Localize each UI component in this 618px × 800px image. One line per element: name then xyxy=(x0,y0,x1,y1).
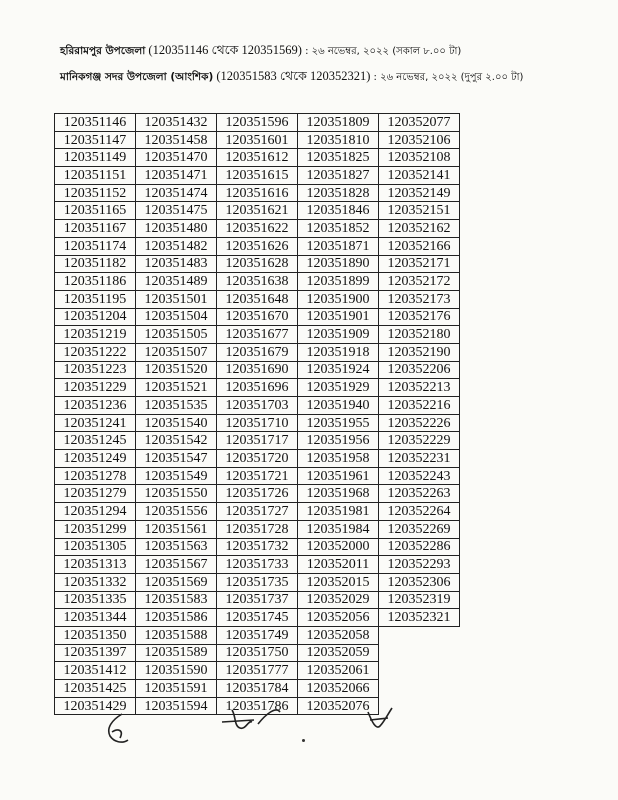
roll-number-cell: 120352216 xyxy=(379,397,460,415)
table-row xyxy=(55,290,460,308)
roll-number-cell: 120351470 xyxy=(136,149,217,167)
roll-number-cell: 120351567 xyxy=(136,556,217,574)
roll-number-cell: 120351147 xyxy=(55,131,136,149)
roll-number-cell: 120351909 xyxy=(298,326,379,344)
roll-number-cell: 120351924 xyxy=(298,361,379,379)
roll-number-cell: 120352106 xyxy=(379,131,460,149)
roll-number-cell: 120351542 xyxy=(136,432,217,450)
empty-cell xyxy=(379,626,460,644)
roll-number-cell: 120352059 xyxy=(298,644,379,662)
table-row xyxy=(55,237,460,255)
roll-number-cell: 120351690 xyxy=(217,361,298,379)
ink-dot xyxy=(302,739,305,742)
roll-number-cell: 120352056 xyxy=(298,609,379,627)
roll-number-cell: 120351501 xyxy=(136,290,217,308)
roll-number-cell: 120351249 xyxy=(55,450,136,468)
roll-number-cell: 120351332 xyxy=(55,573,136,591)
roll-number-cell: 120351535 xyxy=(136,397,217,415)
roll-number-table xyxy=(54,113,460,715)
roll-number-cell: 120351784 xyxy=(217,680,298,698)
roll-number-cell: 120351984 xyxy=(298,520,379,538)
table-row xyxy=(55,343,460,361)
roll-number-cell: 120352171 xyxy=(379,255,460,273)
roll-number-cell: 120351786 xyxy=(217,697,298,715)
roll-number-cell: 120352076 xyxy=(298,697,379,715)
empty-cell xyxy=(379,644,460,662)
table-row xyxy=(55,255,460,273)
roll-number-cell: 120352166 xyxy=(379,237,460,255)
roll-number-cell: 120352306 xyxy=(379,573,460,591)
roll-number-cell: 120351583 xyxy=(136,591,217,609)
table-row xyxy=(55,167,460,185)
roll-number-cell: 120351152 xyxy=(55,184,136,202)
table-row xyxy=(55,485,460,503)
empty-cell xyxy=(379,680,460,698)
table-row xyxy=(55,591,460,609)
roll-number-cell: 120351958 xyxy=(298,450,379,468)
roll-number-cell: 120351458 xyxy=(136,131,217,149)
roll-number-cell: 120352176 xyxy=(379,308,460,326)
roll-number-cell: 120351615 xyxy=(217,167,298,185)
roll-number-cell: 120351899 xyxy=(298,273,379,291)
roll-number-cell: 120351146 xyxy=(55,114,136,132)
roll-number-cell: 120352269 xyxy=(379,520,460,538)
roll-number-cell: 120351828 xyxy=(298,184,379,202)
roll-number-cell: 120352108 xyxy=(379,149,460,167)
roll-number-cell: 120351703 xyxy=(217,397,298,415)
roll-number-cell: 120351809 xyxy=(298,114,379,132)
roll-number-cell: 120352319 xyxy=(379,591,460,609)
roll-number-cell: 120351749 xyxy=(217,626,298,644)
table-row xyxy=(55,573,460,591)
roll-number-cell: 120351956 xyxy=(298,432,379,450)
roll-number-cell: 120351165 xyxy=(55,202,136,220)
table-row xyxy=(55,273,460,291)
roll-number-cell: 120352061 xyxy=(298,662,379,680)
roll-number-cell: 120351556 xyxy=(136,503,217,521)
roll-number-cell: 120351236 xyxy=(55,397,136,415)
roll-number-cell: 120351825 xyxy=(298,149,379,167)
table-row xyxy=(55,556,460,574)
roll-number-cell: 120351717 xyxy=(217,432,298,450)
roll-number-cell: 120351569 xyxy=(136,573,217,591)
roll-number-cell: 120351594 xyxy=(136,697,217,715)
roll-number-cell: 120351432 xyxy=(136,114,217,132)
roll-number-cell: 120351852 xyxy=(298,220,379,238)
roll-number-cell: 120351596 xyxy=(217,114,298,132)
roll-number-cell: 120351151 xyxy=(55,167,136,185)
roll-number-cell: 120351846 xyxy=(298,202,379,220)
table-row xyxy=(55,432,460,450)
roll-number-cell: 120352173 xyxy=(379,290,460,308)
roll-number-cell: 120351563 xyxy=(136,538,217,556)
table-row xyxy=(55,361,460,379)
roll-number-cell: 120351350 xyxy=(55,626,136,644)
roll-number-cell: 120351750 xyxy=(217,644,298,662)
roll-number-cell: 120352243 xyxy=(379,467,460,485)
roll-number-cell: 120351871 xyxy=(298,237,379,255)
roll-number-cell: 120351475 xyxy=(136,202,217,220)
table-row xyxy=(55,131,460,149)
roll-number-cell: 120351589 xyxy=(136,644,217,662)
header-line-2 xyxy=(60,68,523,88)
roll-number-cell: 120352000 xyxy=(298,538,379,556)
roll-number-cell: 120351728 xyxy=(217,520,298,538)
table-row xyxy=(55,662,460,680)
roll-number-cell: 120352226 xyxy=(379,414,460,432)
roll-number-cell: 120351827 xyxy=(298,167,379,185)
roll-number-cell: 120351612 xyxy=(217,149,298,167)
roll-number-cell: 120351299 xyxy=(55,520,136,538)
roll-number-cell: 120351397 xyxy=(55,644,136,662)
roll-number-cell: 120351622 xyxy=(217,220,298,238)
empty-cell xyxy=(379,662,460,680)
roll-number-cell: 120351222 xyxy=(55,343,136,361)
roll-number-cell: 120351588 xyxy=(136,626,217,644)
roll-number-cell: 120351626 xyxy=(217,237,298,255)
roll-number-cell: 120351549 xyxy=(136,467,217,485)
roll-number-cell: 120351547 xyxy=(136,450,217,468)
roll-number-cell: 120351590 xyxy=(136,662,217,680)
roll-number-cell: 120351182 xyxy=(55,255,136,273)
roll-number-cell: 120351901 xyxy=(298,308,379,326)
roll-number-cell: 120351550 xyxy=(136,485,217,503)
roll-number-cell: 120351720 xyxy=(217,450,298,468)
roll-number-cell: 120351245 xyxy=(55,432,136,450)
roll-number-cell: 120351621 xyxy=(217,202,298,220)
roll-number-cell: 120352264 xyxy=(379,503,460,521)
roll-number-cell: 120352263 xyxy=(379,485,460,503)
roll-number-cell: 120351726 xyxy=(217,485,298,503)
roll-number-cell: 120351425 xyxy=(55,680,136,698)
roll-number-cell: 120351929 xyxy=(298,379,379,397)
table-row xyxy=(55,220,460,238)
roll-number-cell: 120351204 xyxy=(55,308,136,326)
roll-number-cell: 120351735 xyxy=(217,573,298,591)
table-row xyxy=(55,538,460,556)
roll-range: (120351583 থেকে 120352321) xyxy=(216,69,371,83)
roll-number-cell: 120351174 xyxy=(55,237,136,255)
roll-number-cell: 120351474 xyxy=(136,184,217,202)
roll-number-cell: 120352029 xyxy=(298,591,379,609)
roll-number-cell: 120351940 xyxy=(298,397,379,415)
table-row xyxy=(55,414,460,432)
roll-number-cell: 120352190 xyxy=(379,343,460,361)
roll-number-cell: 120351732 xyxy=(217,538,298,556)
roll-number-cell: 120351981 xyxy=(298,503,379,521)
roll-number-cell: 120351505 xyxy=(136,326,217,344)
roll-number-cell: 120351480 xyxy=(136,220,217,238)
roll-number-cell: 120351241 xyxy=(55,414,136,432)
table-row xyxy=(55,626,460,644)
table-row xyxy=(55,379,460,397)
table-row xyxy=(55,308,460,326)
roll-number-cell: 120351335 xyxy=(55,591,136,609)
roll-number-cell: 120351777 xyxy=(217,662,298,680)
roll-range: (120351146 থেকে 120351569) xyxy=(148,43,302,57)
roll-number-cell: 120352180 xyxy=(379,326,460,344)
roll-number-cell: 120351507 xyxy=(136,343,217,361)
roll-number-cell: 120351167 xyxy=(55,220,136,238)
upazila-name: মানিকগঞ্জ সদর উপজেলা (আংশিক) xyxy=(60,71,214,83)
roll-number-cell: 120351149 xyxy=(55,149,136,167)
roll-number-cell: 120351279 xyxy=(55,485,136,503)
table-row xyxy=(55,397,460,415)
roll-number-cell: 120351900 xyxy=(298,290,379,308)
roll-number-cell: 120351679 xyxy=(217,343,298,361)
roll-number-cell: 120352213 xyxy=(379,379,460,397)
roll-number-cell: 120352015 xyxy=(298,573,379,591)
roll-number-cell: 120351616 xyxy=(217,184,298,202)
roll-number-cell: 120351677 xyxy=(217,326,298,344)
roll-number-cell: 120351601 xyxy=(217,131,298,149)
roll-number-cell: 120351696 xyxy=(217,379,298,397)
exam-date-time: : ২৬ নভেম্বর, ২০২২ (দুপুর ২.০০ টা) xyxy=(373,72,524,83)
roll-number-cell: 120351521 xyxy=(136,379,217,397)
roll-number-cell: 120352141 xyxy=(379,167,460,185)
table-row xyxy=(55,520,460,538)
roll-number-cell: 120351294 xyxy=(55,503,136,521)
roll-number-cell: 120352286 xyxy=(379,538,460,556)
roll-number-cell: 120351918 xyxy=(298,343,379,361)
roll-number-cell: 120351955 xyxy=(298,414,379,432)
table-row xyxy=(55,326,460,344)
roll-number-cell: 120351313 xyxy=(55,556,136,574)
roll-number-cell: 120351471 xyxy=(136,167,217,185)
roll-number-cell: 120351219 xyxy=(55,326,136,344)
roll-number-cell: 120351648 xyxy=(217,290,298,308)
roll-number-cell: 120352011 xyxy=(298,556,379,574)
table-row xyxy=(55,184,460,202)
roll-number-cell: 120351489 xyxy=(136,273,217,291)
exam-date-time: : ২৬ নভেম্বর, ২০২২ (সকাল ৮.০০ টা) xyxy=(305,46,462,57)
roll-number-cell: 120351305 xyxy=(55,538,136,556)
roll-number-cell: 120352151 xyxy=(379,202,460,220)
roll-number-cell: 120352293 xyxy=(379,556,460,574)
roll-number-cell: 120352058 xyxy=(298,626,379,644)
roll-number-cell: 120352149 xyxy=(379,184,460,202)
roll-number-cell: 120351745 xyxy=(217,609,298,627)
table-row xyxy=(55,450,460,468)
signature-1 xyxy=(100,710,140,750)
table-row xyxy=(55,644,460,662)
table-row xyxy=(55,149,460,167)
roll-number-cell: 120351727 xyxy=(217,503,298,521)
roll-number-cell: 120351412 xyxy=(55,662,136,680)
roll-number-cell: 120351710 xyxy=(217,414,298,432)
roll-number-cell: 120351278 xyxy=(55,467,136,485)
table-row xyxy=(55,202,460,220)
roll-number-cell: 120351186 xyxy=(55,273,136,291)
table-row xyxy=(55,503,460,521)
roll-number-cell: 120351195 xyxy=(55,290,136,308)
roll-number-cell: 120351628 xyxy=(217,255,298,273)
roll-number-cell: 120351961 xyxy=(298,467,379,485)
roll-number-cell: 120351670 xyxy=(217,308,298,326)
table-row xyxy=(55,680,460,698)
roll-number-cell: 120351540 xyxy=(136,414,217,432)
roll-number-cell: 120352066 xyxy=(298,680,379,698)
roll-number-cell: 120351968 xyxy=(298,485,379,503)
roll-number-cell: 120351429 xyxy=(55,697,136,715)
header-line-1 xyxy=(60,42,461,62)
roll-number-cell: 120351890 xyxy=(298,255,379,273)
roll-number-cell: 120351483 xyxy=(136,255,217,273)
table-row xyxy=(55,467,460,485)
roll-number-cell: 120351591 xyxy=(136,680,217,698)
roll-number-cell: 120351586 xyxy=(136,609,217,627)
roll-number-cell: 120351638 xyxy=(217,273,298,291)
upazila-name: হরিরামপুর উপজেলা xyxy=(60,45,146,57)
roll-number-cell: 120351733 xyxy=(217,556,298,574)
signature-2 xyxy=(218,700,288,736)
roll-number-cell: 120352206 xyxy=(379,361,460,379)
roll-number-cell: 120351223 xyxy=(55,361,136,379)
roll-number-cell: 120352231 xyxy=(379,450,460,468)
roll-number-cell: 120352162 xyxy=(379,220,460,238)
table-row xyxy=(55,114,460,132)
signature-3 xyxy=(362,704,398,736)
roll-number-cell: 120352229 xyxy=(379,432,460,450)
table-row xyxy=(55,609,460,627)
roll-number-cell: 120351229 xyxy=(55,379,136,397)
roll-number-cell: 120352321 xyxy=(379,609,460,627)
roll-number-cell: 120352077 xyxy=(379,114,460,132)
roll-number-cell: 120351810 xyxy=(298,131,379,149)
roll-number-cell: 120351344 xyxy=(55,609,136,627)
roll-number-cell: 120351482 xyxy=(136,237,217,255)
roll-number-cell: 120351721 xyxy=(217,467,298,485)
roll-number-cell: 120351737 xyxy=(217,591,298,609)
roll-number-cell: 120351504 xyxy=(136,308,217,326)
roll-number-cell: 120351520 xyxy=(136,361,217,379)
roll-number-cell: 120351561 xyxy=(136,520,217,538)
roll-number-cell: 120352172 xyxy=(379,273,460,291)
